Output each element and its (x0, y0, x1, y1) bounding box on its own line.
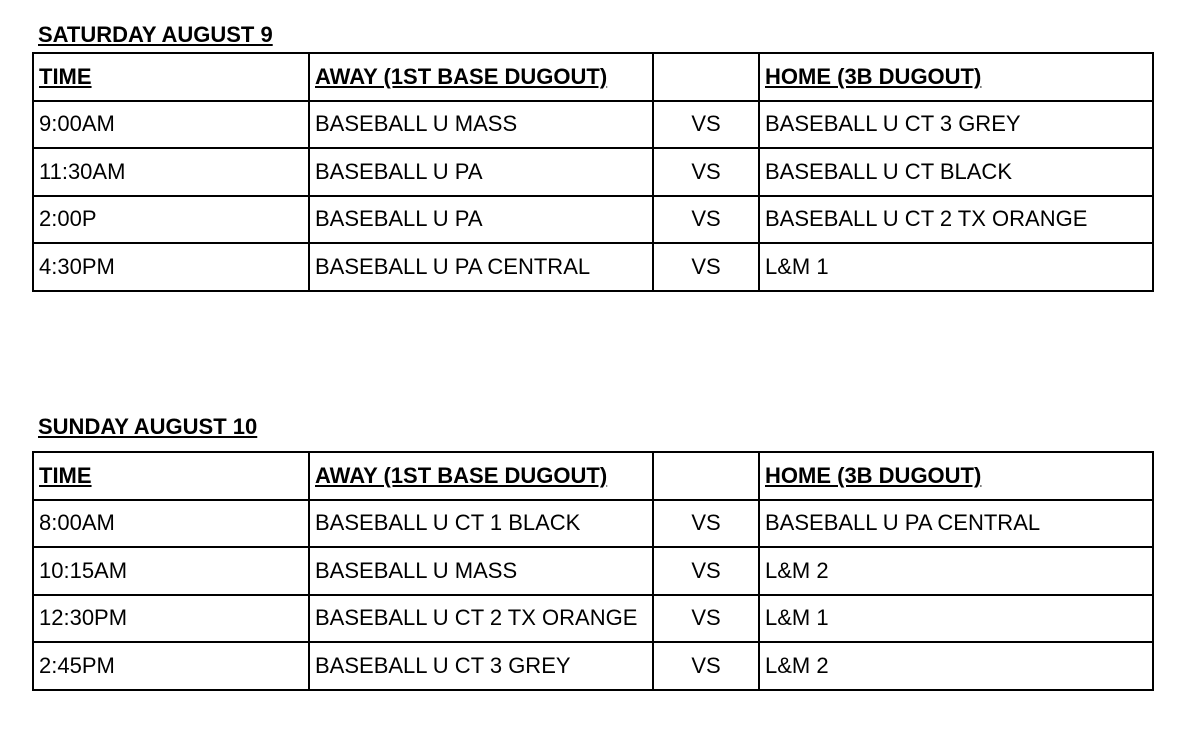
table-row (33, 243, 1153, 291)
saturday-title: SATURDAY AUGUST 9 (38, 22, 273, 47)
header-time: TIME (33, 53, 309, 101)
table-row (33, 196, 1153, 244)
vs-label: VS (653, 547, 759, 595)
away-team: BASEBALL U MASS (309, 547, 653, 595)
header-time: TIME (33, 452, 309, 500)
away-team: BASEBALL U PA CENTRAL (309, 243, 653, 291)
header-home: HOME (3B DUGOUT) (759, 452, 1153, 500)
header-home: HOME (3B DUGOUT) (759, 53, 1153, 101)
table-header-row (33, 53, 1153, 101)
home-team: BASEBALL U CT 2 TX ORANGE (759, 196, 1153, 244)
game-time: 11:30AM (33, 148, 309, 196)
table-row (33, 101, 1153, 149)
home-team: L&M 1 (759, 243, 1153, 291)
saturday-schedule-table (32, 52, 1154, 292)
vs-label: VS (653, 500, 759, 548)
header-away: AWAY (1ST BASE DUGOUT) (309, 452, 653, 500)
table-header-row (33, 452, 1153, 500)
vs-label: VS (653, 243, 759, 291)
home-team: L&M 1 (759, 595, 1153, 643)
home-team: BASEBALL U PA CENTRAL (759, 500, 1153, 548)
home-team: BASEBALL U CT 3 GREY (759, 101, 1153, 149)
game-time: 2:00P (33, 196, 309, 244)
table-row (33, 595, 1153, 643)
game-time: 4:30PM (33, 243, 309, 291)
header-away: AWAY (1ST BASE DUGOUT) (309, 53, 653, 101)
game-time: 8:00AM (33, 500, 309, 548)
header-vs (653, 452, 759, 500)
away-team: BASEBALL U CT 3 GREY (309, 642, 653, 690)
away-team: BASEBALL U CT 1 BLACK (309, 500, 653, 548)
away-team: BASEBALL U CT 2 TX ORANGE (309, 595, 653, 643)
away-team: BASEBALL U PA (309, 148, 653, 196)
vs-label: VS (653, 642, 759, 690)
vs-label: VS (653, 148, 759, 196)
game-time: 2:45PM (33, 642, 309, 690)
away-team: BASEBALL U MASS (309, 101, 653, 149)
sunday-title: SUNDAY AUGUST 10 (38, 414, 258, 439)
vs-label: VS (653, 101, 759, 149)
sunday-schedule-table (32, 451, 1154, 691)
away-team: BASEBALL U PA (309, 196, 653, 244)
vs-label: VS (653, 595, 759, 643)
table-row (33, 148, 1153, 196)
game-time: 10:15AM (33, 547, 309, 595)
home-team: BASEBALL U CT BLACK (759, 148, 1153, 196)
home-team: L&M 2 (759, 642, 1153, 690)
table-row (33, 547, 1153, 595)
game-time: 9:00AM (33, 101, 309, 149)
game-time: 12:30PM (33, 595, 309, 643)
table-row (33, 500, 1153, 548)
vs-label: VS (653, 196, 759, 244)
table-row (33, 642, 1153, 690)
home-team: L&M 2 (759, 547, 1153, 595)
header-vs (653, 53, 759, 101)
